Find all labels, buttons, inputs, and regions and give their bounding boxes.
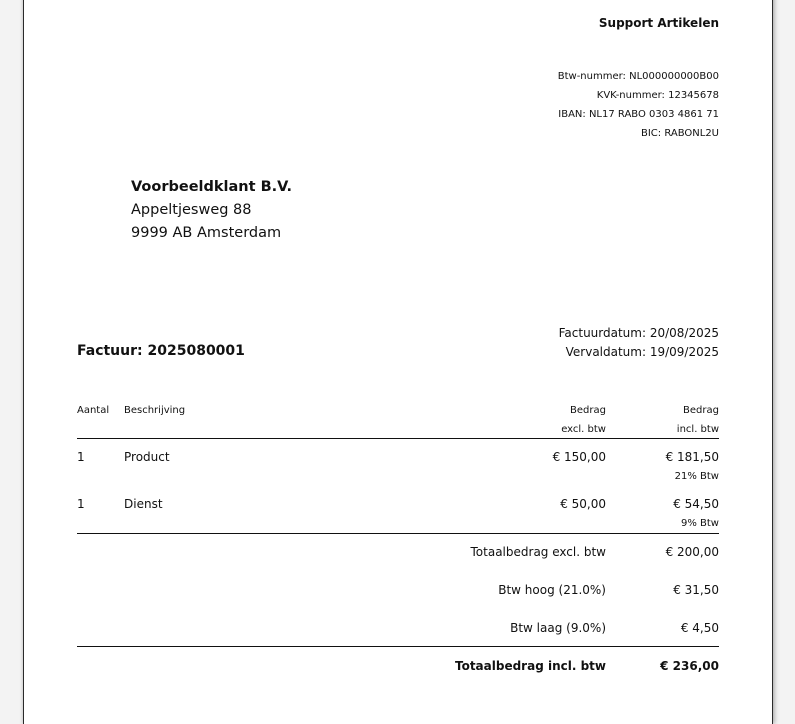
row-qty: 1	[77, 450, 85, 464]
subtotal-label: Totaalbedrag excl. btw	[470, 545, 606, 559]
row-description: Product	[124, 450, 170, 464]
total-label: Totaalbedrag incl. btw	[454, 659, 606, 673]
rows-divider	[77, 533, 719, 534]
vat-high-label: Btw hoog (21.0%)	[498, 583, 606, 597]
total-value: € 236,00	[660, 659, 719, 673]
invoice-page	[23, 0, 773, 724]
header-incl-line1: Bedrag	[683, 405, 719, 416]
row-amount-excl: € 150,00	[552, 450, 606, 464]
invoice-number: Factuur: 2025080001	[77, 343, 245, 359]
header-excl-line1: Bedrag	[570, 405, 606, 416]
company-name: Support Artikelen	[598, 16, 719, 30]
due-date: Vervaldatum: 19/09/2025	[565, 345, 719, 359]
header-description: Beschrijving	[124, 405, 186, 416]
bic: BIC: RABONL2U	[640, 128, 719, 139]
header-divider	[77, 438, 719, 439]
header-excl-line2: excl. btw	[561, 424, 606, 435]
iban: IBAN: NL17 RABO 0303 4861 71	[558, 109, 719, 120]
row-description: Dienst	[124, 497, 163, 511]
invoice-date: Factuurdatum: 20/08/2025	[558, 326, 719, 340]
header-incl-line2: incl. btw	[676, 424, 719, 435]
customer-address	[131, 176, 292, 245]
row-amount-incl: € 54,50	[673, 497, 719, 511]
row-amount-excl: € 50,00	[560, 497, 606, 511]
header-incl	[677, 401, 719, 439]
vat-low-label: Btw laag (9.0%)	[510, 621, 606, 635]
row-vat-rate: 21% Btw	[674, 471, 719, 482]
subtotal-value: € 200,00	[665, 545, 719, 559]
kvk-number: KVK-nummer: 12345678	[596, 90, 719, 101]
row-qty: 1	[77, 497, 85, 511]
invoice-dates	[559, 324, 719, 362]
header-qty: Aantal	[77, 405, 110, 416]
row-amount-incl: € 181,50	[665, 450, 719, 464]
totals-divider	[77, 646, 719, 647]
company-details	[558, 67, 719, 143]
row-vat-rate: 9% Btw	[680, 518, 719, 529]
vat-low-value: € 4,50	[680, 621, 719, 635]
header-excl	[561, 401, 606, 439]
vat-high-value: € 31,50	[673, 583, 719, 597]
customer-city: 9999 AB Amsterdam	[131, 225, 282, 241]
vat-number: Btw-nummer: NL000000000B00	[557, 71, 719, 82]
customer-name: Voorbeeldklant B.V.	[131, 179, 293, 195]
customer-street: Appeltjesweg 88	[131, 202, 252, 218]
